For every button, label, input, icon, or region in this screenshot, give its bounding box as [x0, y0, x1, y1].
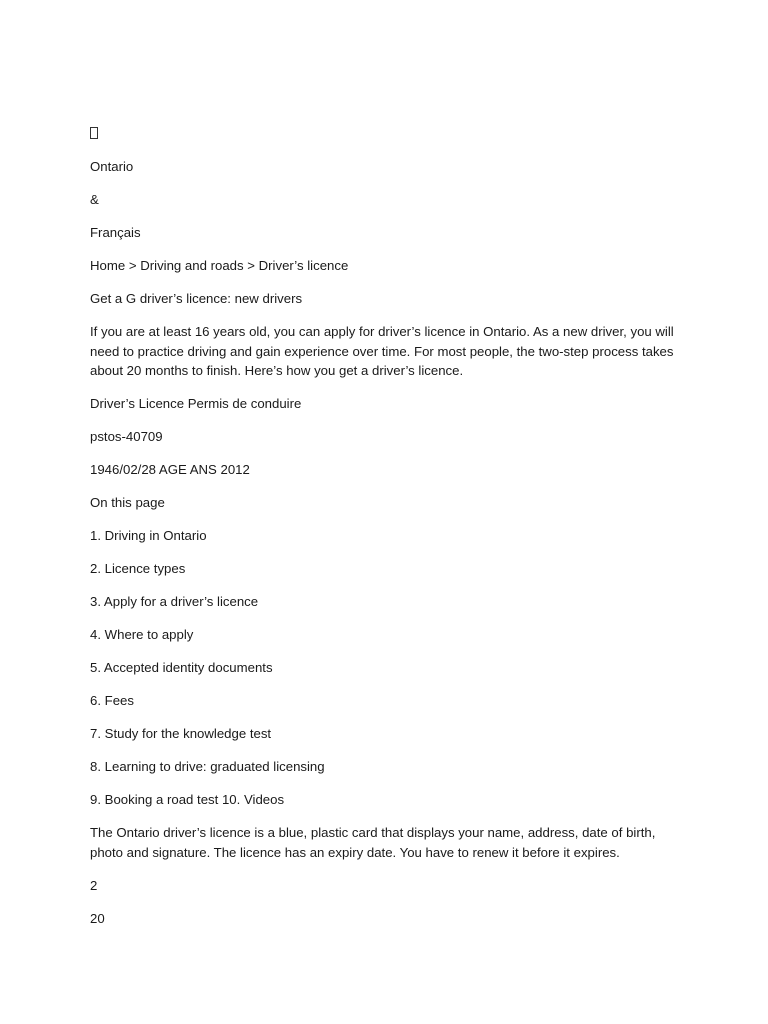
breadcrumb — [90, 256, 680, 276]
breadcrumb-separator: > — [247, 258, 255, 273]
toc-link-identity-documents[interactable]: 5. Accepted identity documents — [90, 660, 273, 675]
footer-number: 2 — [90, 877, 98, 893]
on-this-page-heading: On this page — [90, 495, 165, 510]
breadcrumb-home-link[interactable]: Home — [90, 258, 126, 273]
toc-link-fees[interactable]: 6. Fees — [90, 693, 134, 708]
breadcrumb-section-link[interactable]: Driving and roads — [140, 258, 244, 273]
toc-link-knowledge-test[interactable]: 7. Study for the knowledge test — [90, 726, 272, 741]
toc-link-driving-in-ontario[interactable]: 1. Driving in Ontario — [90, 528, 207, 543]
site-name: Ontario — [90, 159, 134, 174]
licence-card-dates: 1946/02/28 AGE ANS 2012 — [90, 462, 250, 477]
footer-number: 20 — [90, 910, 105, 926]
licence-card-code: pstos-40709 — [90, 429, 163, 444]
document-page — [90, 124, 680, 942]
language-toggle-link[interactable]: Français — [90, 225, 141, 240]
intro-paragraph: If you are at least 16 years old, you can apply for driver’s licence in Ontario. As a new driver, you will need to practice driving and gain experience over time. For most people, the two-step process takes about 20 months to finish. Here’s how you get a driver’s licence. — [90, 324, 674, 378]
toc-link-licence-types[interactable]: 2. Licence types — [90, 561, 186, 576]
missing-glyph-icon — [90, 124, 680, 144]
breadcrumb-separator: > — [128, 258, 137, 273]
placeholder-glyph-icon — [90, 127, 98, 139]
toc-link-graduated-licensing[interactable]: 8. Learning to drive: graduated licensing — [90, 759, 325, 774]
licence-card-heading: Driver’s Licence Permis de conduire — [90, 396, 302, 411]
ampersand-text: & — [90, 192, 99, 207]
toc-link-road-test-videos[interactable]: 9. Booking a road test 10. Videos — [90, 792, 285, 807]
licence-description-paragraph: The Ontario driver’s licence is a blue, plastic card that displays your name, address, date of birth, photo and signature. The licence has an expiry date. You have to renew it before it expires. — [90, 825, 656, 860]
page-title: Get a G driver’s licence: new drivers — [90, 291, 303, 306]
toc-link-where-to-apply[interactable]: 4. Where to apply — [90, 627, 194, 642]
breadcrumb-current: Driver’s licence — [258, 258, 349, 273]
toc-link-apply[interactable]: 3. Apply for a driver’s licence — [90, 594, 259, 609]
